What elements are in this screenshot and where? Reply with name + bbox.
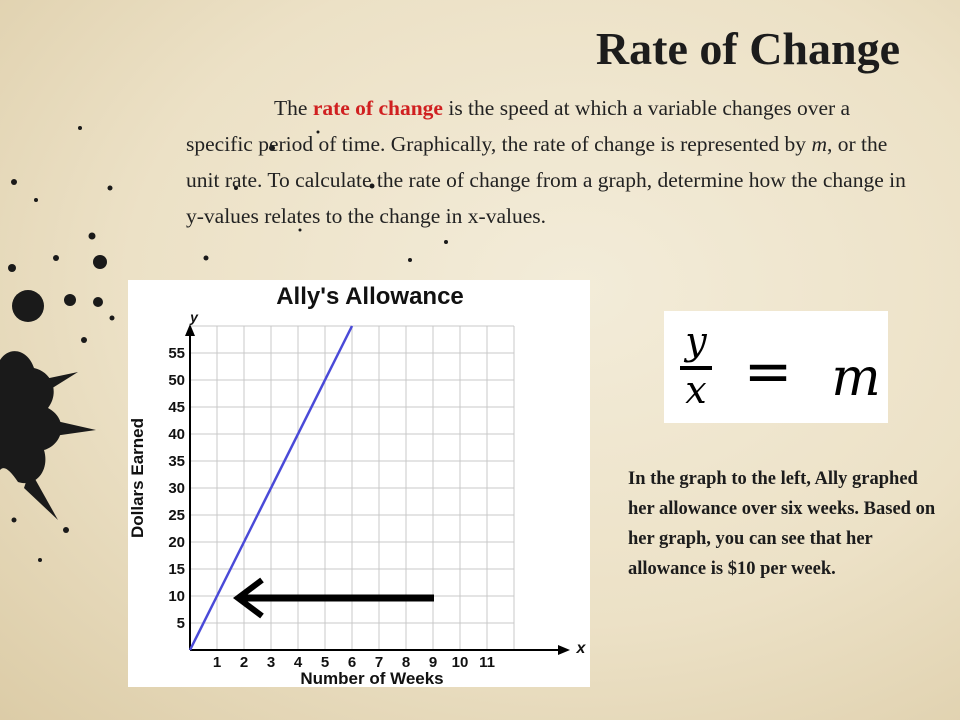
x-axis-title: Number of Weeks bbox=[300, 669, 444, 687]
x-tick-label: 11 bbox=[479, 654, 495, 671]
explanation-note: In the graph to the left, Ally graphed her allowance over six weeks. Based on her graph, you can see that her allowance is $10 per week. bbox=[628, 469, 936, 579]
y-tick-label: 30 bbox=[168, 480, 185, 497]
x-tick-label: 9 bbox=[428, 654, 438, 671]
m-variable: m bbox=[811, 132, 827, 156]
y-tick-label: 35 bbox=[168, 453, 185, 470]
y-tick-label: 40 bbox=[168, 426, 185, 443]
x-tick-label: 1 bbox=[212, 654, 222, 671]
formula-rhs: m bbox=[831, 348, 881, 408]
x-tick-label: 8 bbox=[401, 654, 411, 671]
y-axis-letter: y bbox=[190, 309, 198, 325]
annotation-arrow bbox=[238, 580, 434, 616]
y-tick-label: 15 bbox=[168, 561, 185, 578]
x-tick-label: 3 bbox=[266, 654, 276, 671]
y-tick-label: 50 bbox=[168, 372, 185, 389]
formula-equals: = bbox=[743, 337, 793, 405]
x-tick-label: 6 bbox=[347, 654, 357, 671]
y-tick-label: 25 bbox=[168, 507, 185, 524]
y-tick-label: 10 bbox=[168, 588, 185, 605]
x-axis-arrowhead bbox=[558, 645, 570, 655]
slope-formula bbox=[664, 311, 888, 423]
slide-title: Rate of Change bbox=[595, 23, 900, 74]
y-tick-label: 45 bbox=[168, 399, 185, 416]
chart-title: Ally's Allowance bbox=[276, 283, 464, 310]
allowance-chart-svg bbox=[128, 280, 590, 687]
x-tick-label: 4 bbox=[293, 654, 303, 671]
x-tick-label: 2 bbox=[239, 654, 249, 671]
y-axis-title: Dollars Earned bbox=[128, 418, 147, 538]
x-axis-letter: x bbox=[576, 640, 586, 657]
y-tick-label: 20 bbox=[168, 534, 185, 551]
x-tick-label: 5 bbox=[320, 654, 330, 671]
y-tick-label: 5 bbox=[176, 615, 185, 632]
intro-text-2: is the speed at which a variable changes over a specific period of time. Graphically, the rate of change is represented by bbox=[186, 96, 851, 156]
allowance-chart bbox=[128, 280, 590, 687]
intro-text-1: The bbox=[274, 96, 313, 120]
chart-axes bbox=[185, 324, 570, 655]
y-tick-label: 55 bbox=[168, 345, 185, 362]
x-tick-label: 7 bbox=[374, 654, 384, 671]
x-tick-label: 10 bbox=[451, 654, 469, 671]
intro-text-3: , or the unit rate. To calculate the rate of change from a graph, determine how the change in y-values relates to the change in x-values. bbox=[186, 132, 906, 228]
formula-denominator: x bbox=[685, 368, 707, 412]
intro-paragraph bbox=[186, 90, 906, 234]
formula-box bbox=[664, 311, 888, 423]
formula-numerator: y bbox=[685, 319, 707, 363]
rate-of-change-highlight: rate of change bbox=[312, 96, 443, 120]
